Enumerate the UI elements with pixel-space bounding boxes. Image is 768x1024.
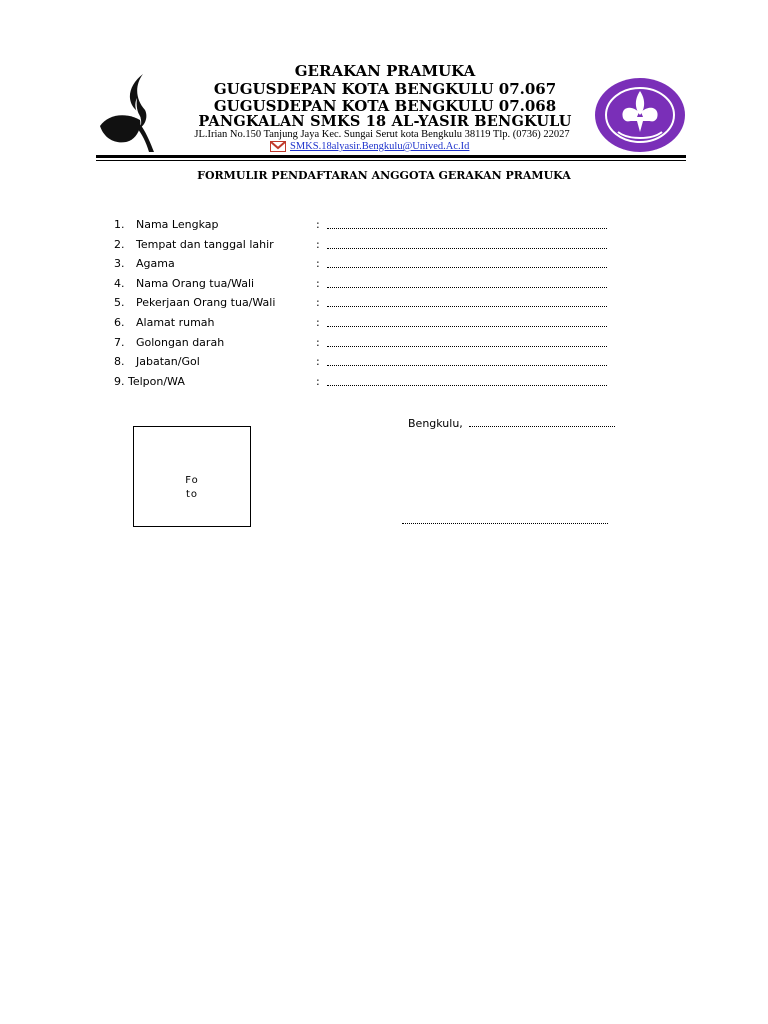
form-title: FORMULIR PENDAFTARAN ANGGOTA GERAKAN PRAMUKA xyxy=(197,169,571,182)
field-label: 9. Telpon/WA xyxy=(114,374,185,388)
field-row-agama xyxy=(0,257,768,275)
field-row-nama-lengkap xyxy=(0,218,768,236)
field-number: 6. xyxy=(114,316,125,329)
field-fill-line[interactable] xyxy=(327,385,607,386)
field-number: 5. xyxy=(114,296,125,310)
field-fill-line[interactable] xyxy=(327,326,607,327)
tunas-kelapa-icon xyxy=(96,70,160,154)
field-fill-line[interactable] xyxy=(327,346,607,347)
field-colon: : xyxy=(316,276,320,290)
field-colon: : xyxy=(316,316,320,329)
field-colon: : xyxy=(316,218,320,231)
signature-date-line[interactable] xyxy=(469,426,615,427)
field-colon: : xyxy=(316,257,320,271)
pangkalan-line: PANGKALAN SMKS 18 AL-YASIR BENGKULU xyxy=(198,113,572,130)
field-fill-line[interactable] xyxy=(327,228,607,229)
email-row xyxy=(270,141,469,152)
field-colon: : xyxy=(316,355,320,369)
field-row-pekerjaan-orang-tua xyxy=(0,296,768,314)
field-label: Tempat dan tanggal lahir xyxy=(136,237,274,251)
field-row-jabatan-gol xyxy=(0,355,768,373)
field-label: Nama Orang tua/Wali xyxy=(136,276,255,290)
header-divider-thin xyxy=(96,160,686,161)
field-row-golongan-darah xyxy=(0,336,768,354)
signature-name-line[interactable] xyxy=(402,523,608,524)
field-label: Pekerjaan Orang tua/Wali xyxy=(136,296,276,310)
org-title: GERAKAN PRAMUKA xyxy=(294,62,476,80)
field-number: 3. xyxy=(114,257,125,271)
field-fill-line[interactable] xyxy=(327,267,607,268)
field-colon: : xyxy=(316,296,320,310)
mail-icon xyxy=(270,141,286,152)
signature-place: Bengkulu, xyxy=(408,417,463,430)
field-colon: : xyxy=(316,335,320,349)
field-label: Jabatan/Gol xyxy=(136,355,200,369)
gugusdepan-line-1: GUGUSDEPAN KOTA BENGKULU 07.067 xyxy=(213,80,557,98)
field-fill-line[interactable] xyxy=(327,306,607,307)
gugusdepan-line-2: GUGUSDEPAN KOTA BENGKULU 07.068 xyxy=(213,97,557,115)
photo-label-line2: to xyxy=(185,489,199,500)
field-row-telpon-wa xyxy=(0,375,768,393)
field-label: Alamat rumah xyxy=(136,316,215,329)
field-fill-line[interactable] xyxy=(327,248,607,249)
photo-label-line1: Fo xyxy=(185,475,199,486)
field-colon: : xyxy=(316,374,320,388)
field-number: 4. xyxy=(114,276,125,290)
world-scout-emblem-icon xyxy=(593,76,687,154)
field-number: 2. xyxy=(114,237,125,251)
field-label: Golongan darah xyxy=(136,335,225,349)
field-number: 8. xyxy=(114,355,125,369)
photo-box[interactable] xyxy=(133,426,251,527)
header-divider-thick xyxy=(96,155,686,158)
field-label: Nama Lengkap xyxy=(136,218,219,231)
field-colon: : xyxy=(316,237,320,251)
field-label: Agama xyxy=(136,257,175,271)
field-number: 1. xyxy=(114,218,125,231)
address-line: JL.Irian No.150 Tanjung Jaya Kec. Sungai Serut kota Bengkulu 38119 Tlp. (0736) 22027 xyxy=(194,129,570,140)
field-number: 7. xyxy=(114,335,125,349)
field-fill-line[interactable] xyxy=(327,365,607,366)
field-row-nama-orang-tua xyxy=(0,277,768,295)
field-fill-line[interactable] xyxy=(327,287,607,288)
email-link[interactable]: SMKS.18alyasir.Bengkulu@Unived.Ac.Id xyxy=(290,141,470,152)
field-row-tempat-tanggal-lahir xyxy=(0,238,768,256)
field-row-alamat-rumah xyxy=(0,316,768,334)
